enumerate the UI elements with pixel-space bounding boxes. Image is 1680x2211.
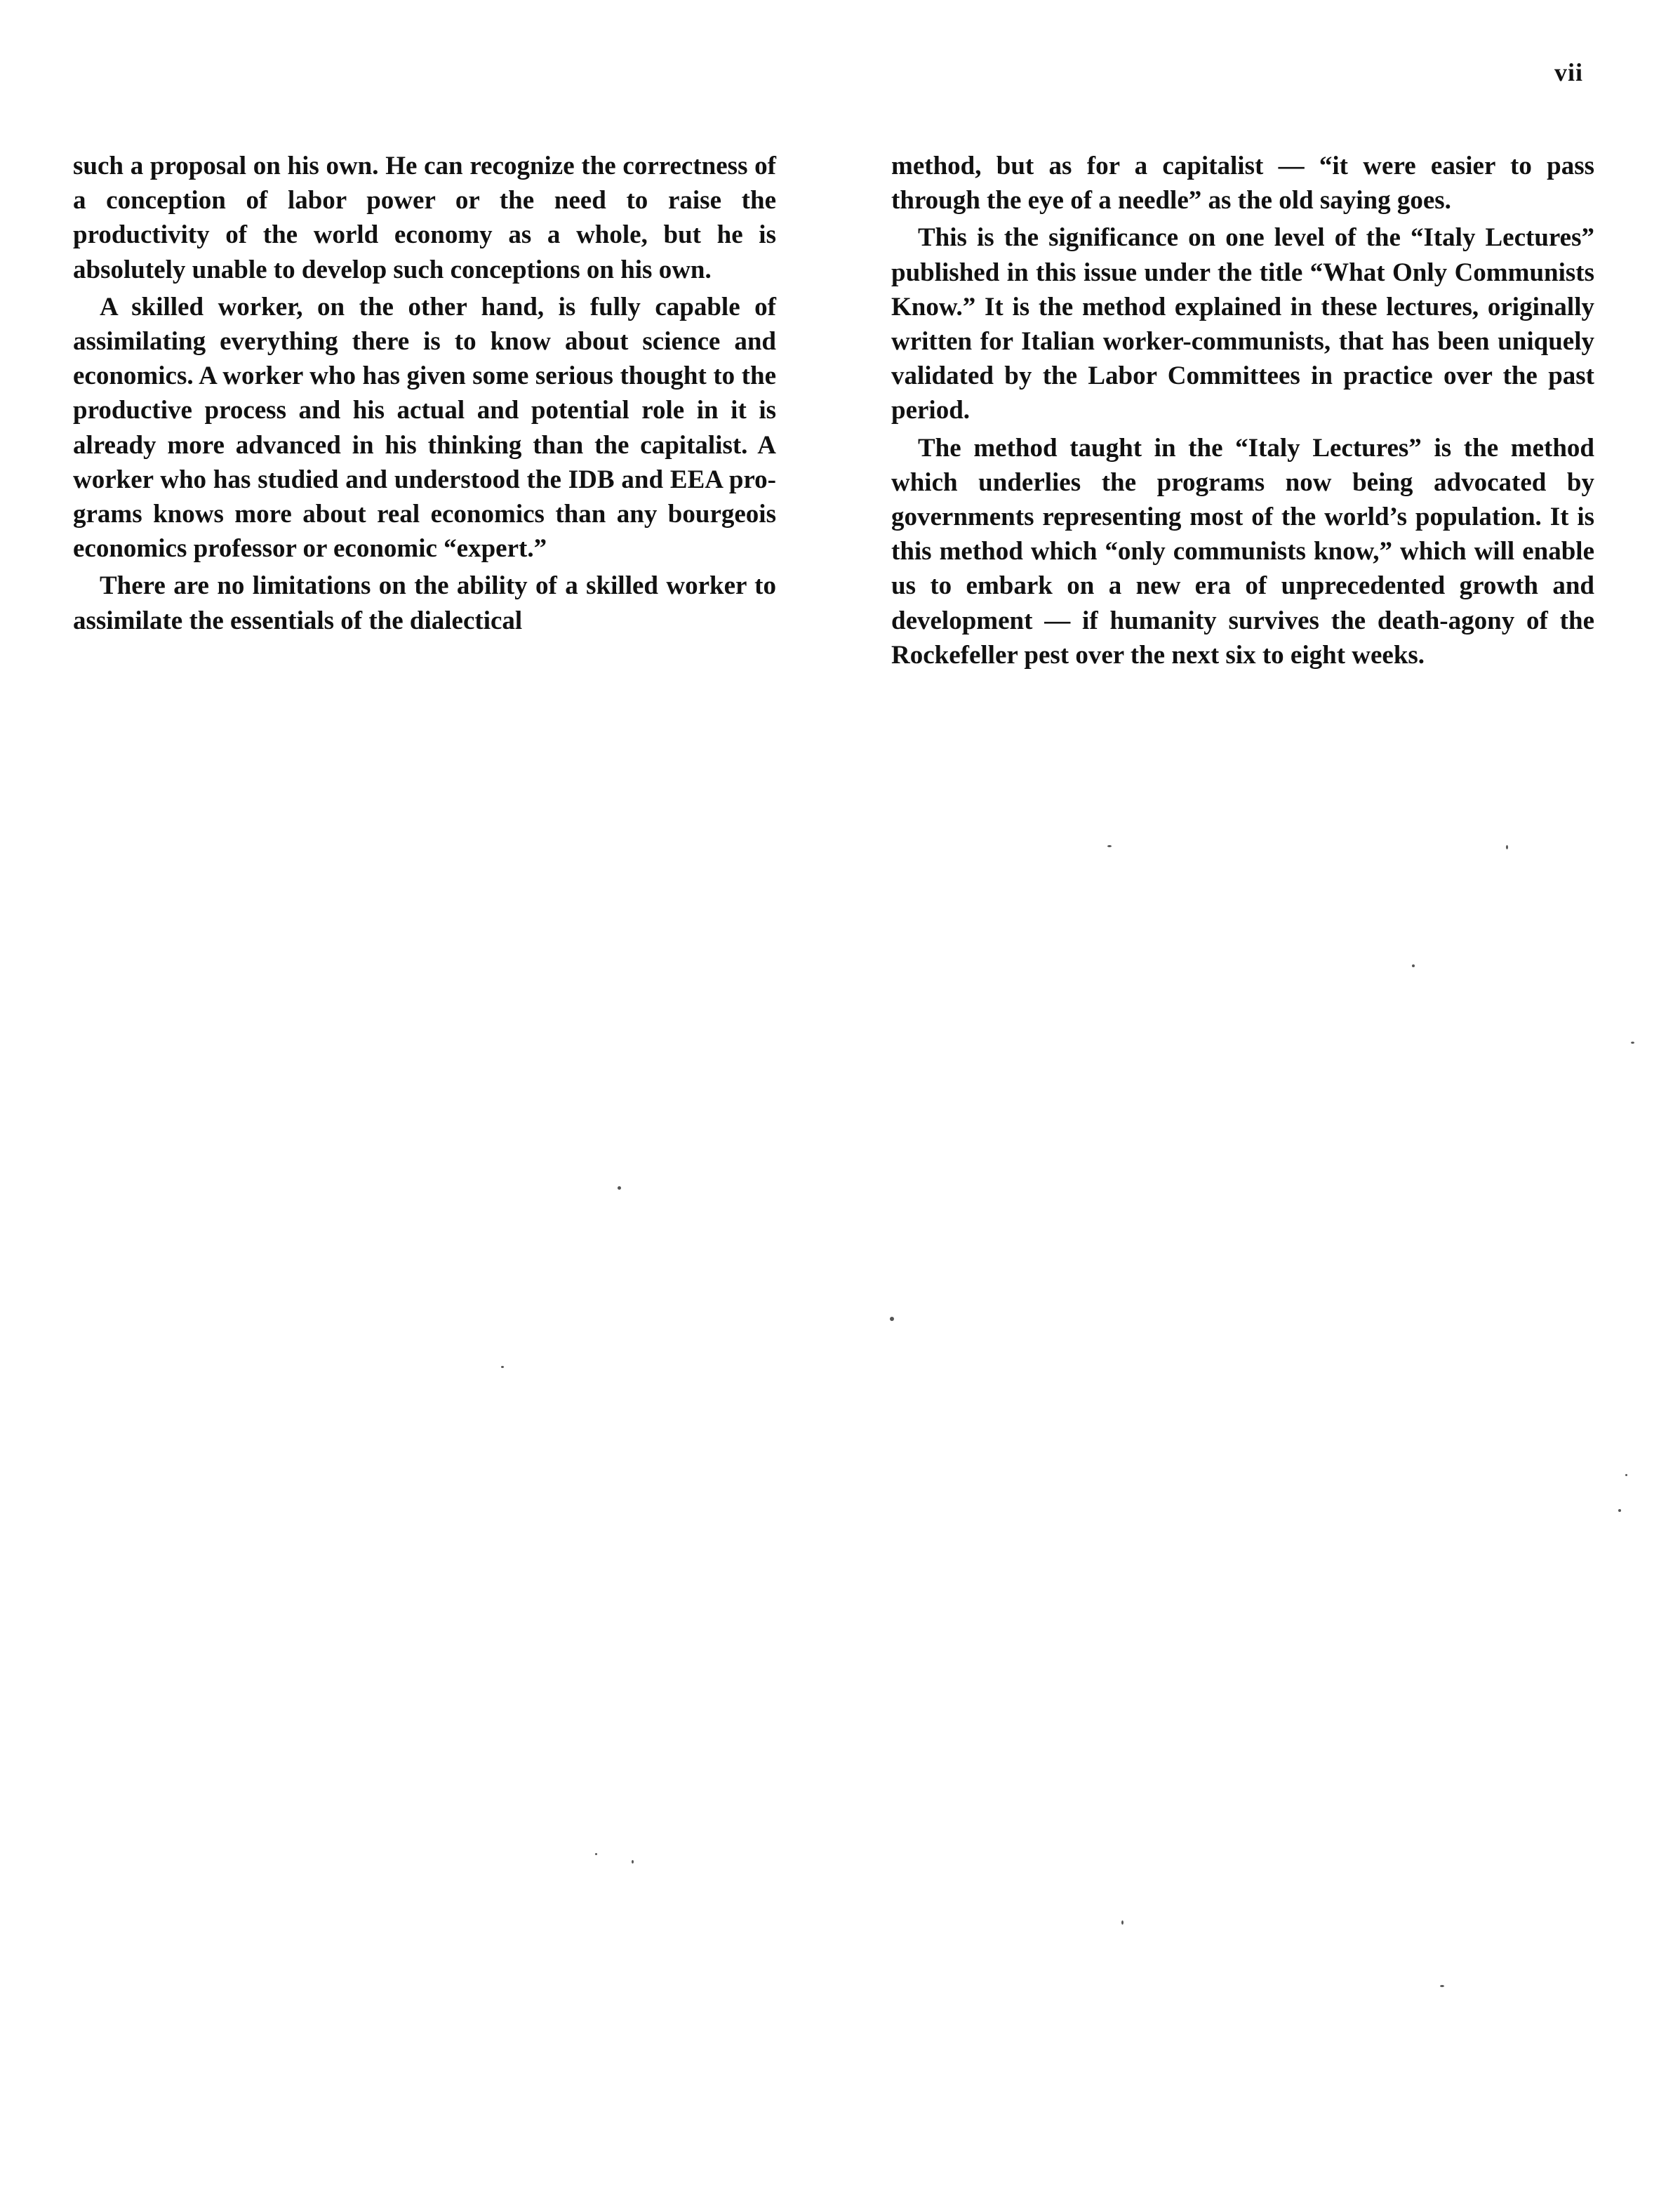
scan-speck <box>1107 845 1112 847</box>
paragraph-left-3: There are no limitations on the ability of a skilled worker to assimilate the essentials of the dialectical <box>73 571 776 635</box>
paragraph-right-1: method, but as for a capitalist — “it were easier to pass through the eye of a needle” as the old saying goes. <box>891 152 1594 215</box>
scan-speck <box>1625 1474 1627 1476</box>
page-number: vii <box>1554 58 1583 86</box>
left-column <box>73 149 776 641</box>
paragraph-left-1: such a proposal on his own. He can recognize the correctness of a conception of labor power or the need to raise the productivity of the world economy as a whole, but he is absolutely unable to develop such conceptions on his own. <box>73 152 776 284</box>
scan-speck <box>618 1186 621 1190</box>
scan-speck <box>1506 845 1508 849</box>
scan-speck <box>1618 1509 1621 1512</box>
scan-speck <box>890 1317 894 1321</box>
paragraph-right-2: This is the significance on one level of the “Italy Lectures” published in this issue under the title “What Only Communists Know.” It is the method explained in these lectures, originally written for Italian worker-communists, that has been uniquely validated by the Labor Committees in practice over the past period. <box>891 223 1594 425</box>
paragraph-right-3: The method taught in the “Italy Lectures” is the method which underlies the programs now being advocated by governments representing most of the world’s population. It is this method which “only communists know,” which will enable us to embark on a new era of unprecedented growth and development — if humanity survives the death-agony of the Rockefeller pest over the next six to eight weeks. <box>891 433 1594 670</box>
scan-speck <box>1412 964 1415 967</box>
scan-speck <box>595 1853 597 1855</box>
scan-speck <box>1121 1920 1124 1925</box>
right-column <box>891 149 1594 675</box>
scan-speck <box>501 1366 504 1368</box>
scan-speck <box>1631 1042 1634 1044</box>
scan-speck <box>632 1860 634 1864</box>
scan-speck <box>1440 1985 1444 1987</box>
paragraph-left-2: A skilled worker, on the other hand, is fully capable of assimilating everything there is to know about science and economics. A worker who has given some serious thought to the productive process and his actual and potential role in it is already more advanced in his thinking than the capitalist. A worker who has studied and understood the IDB and EEA programs knows more about real economics than any bourgeois economics professor or economic “expert.” <box>73 292 776 564</box>
